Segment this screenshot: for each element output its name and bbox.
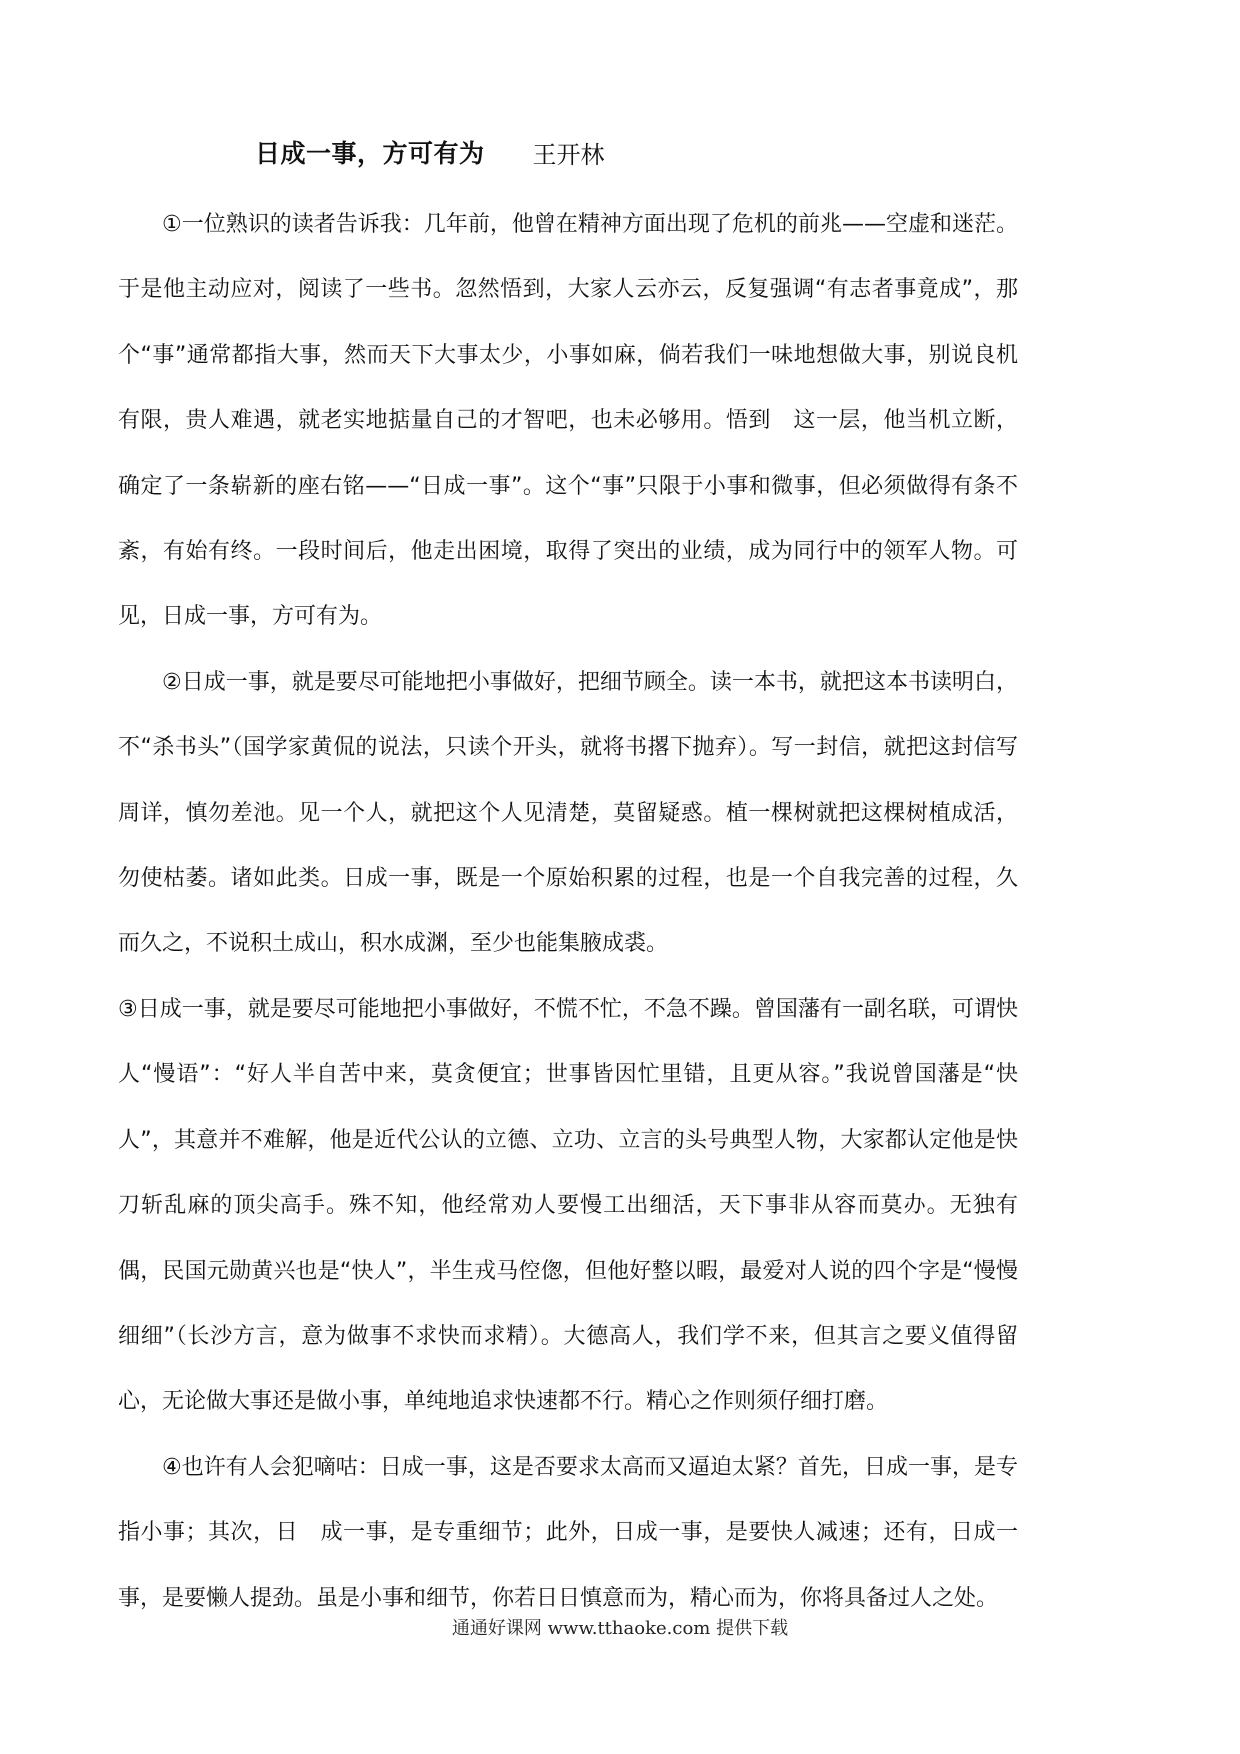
paragraph-4: ④也许有人会犯嘀咕：日成一事，这是否要求太高而又逼迫太紧？首先，日成一事，是专指小事；其次，日 成一事，是专重细节；此外，日成一事，是要快人减速；还有，日成一事，是要懒人提劲。虽是小事和细节，你若日日慎意而为，精心而为，你将具备过人之处。 [118, 1454, 1018, 1611]
paragraph-1: ①一位熟识的读者告诉我：几年前，他曾在精神方面出现了危机的前兆——空虚和迷茫。于是他主动应对，阅读了一些书。忽然悟到，大家人云亦云，反复强调“有志者事竟成”，那个“事”通常都指大事，然而天下大事太少，小事如麻，倘若我们一味地想做大事，别说良机有限，贵人难遇，就老实地掂量自己的才智吧，也未必够用。悟到 这一层，他当机立断，确定了一条崭新的座右铭——“日成一事”。这个“事”只限于小事和微事，但必须做得有条不紊，有始有终。一段时间后，他走出困境，取得了突出的业绩，成为同行中的领军人物。可见，日成一事，方可有为。 [118, 212, 1018, 630]
paragraph-3: ③日成一事，就是要尽可能地把小事做好，不慌不忙，不急不躁。曾国藩有一副名联，可谓快人“慢语”：“好人半自苦中来，莫贪便宜；世事皆因忙里错，且更从容。”我说曾国藩是“快人”，其意并不难解，他是近代公认的立德、立功、立言的头号典型人物，大家都认定他是快刀斩乱麻的顶尖高手。殊不知，他经常劝人要慢工出细活，天下事非从容而莫办。无独有偶，民国元勋黄兴也是“快人”，半生戎马倥偬，但他好整以暇，最爱对人说的四个字是“慢慢细细”（长沙方言，意为做事不求快而求精）。大德高人，我们学不来，但其言之要义值得留心，无论做大事还是做小事，单纯地追求快速都不行。精心之作则须仔细打磨。 [118, 996, 1018, 1415]
page-footer: 通通好课网 www.tthaoke.com 提供下载 [451, 1618, 789, 1639]
title-row [255, 132, 605, 172]
article-body [118, 192, 1018, 1631]
article-author: 王开林 [532, 140, 605, 169]
paragraph-2: ②日成一事，就是要尽可能地把小事做好，把细节顾全。读一本书，就把这本书读明白，不“杀书头”（国学家黄侃的说法，只读个开头，就将书撂下抛弃）。写一封信，就把这封信写周详，慎勿差池。见一个人，就把这个人见清楚，莫留疑惑。植一棵树就把这棵树植成活，勿使枯萎。诸如此类。日成一事，既是一个原始积累的过程，也是一个自我完善的过程，久而久之，不说积土成山，积水成渊，至少也能集腋成裘。 [118, 669, 1018, 957]
article-title: 日成一事，方可有为 [255, 139, 485, 168]
